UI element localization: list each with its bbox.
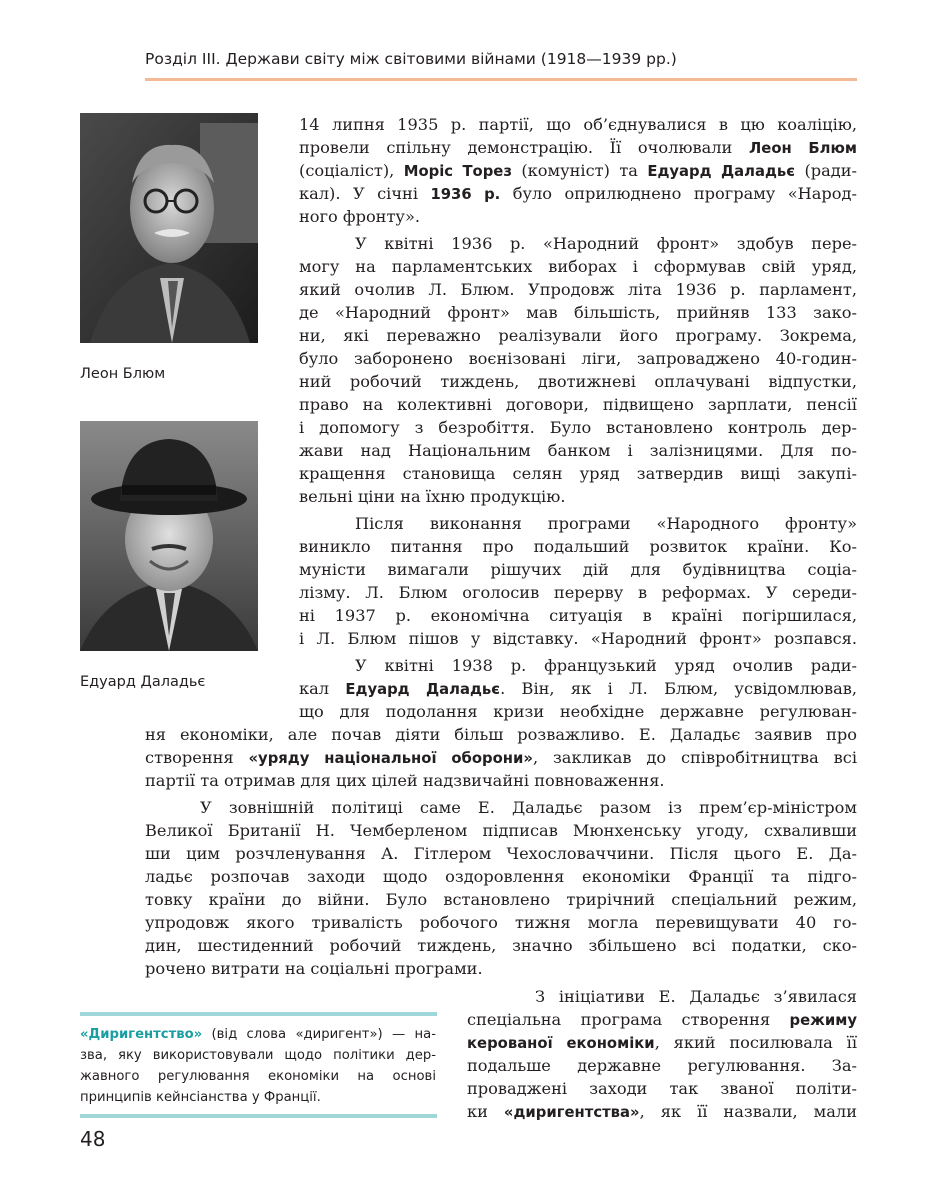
- paragraph-line: і допомогу з безробіття. Було встановлено контроль дер-: [299, 418, 857, 437]
- paragraph-line: спеціальна програма створення режиму: [467, 1010, 857, 1029]
- paragraph-line: що для подолання кризи необхідне державне регулюван-: [299, 702, 857, 721]
- paragraph-line: товку країни до війни. Було встановлено трирічний спеціальний режим,: [145, 890, 857, 909]
- paragraph-line: проваджені заходи так званої політи-: [467, 1079, 857, 1098]
- paragraph-line: партії та отримав для цих цілей надзвичайні повноваження.: [145, 771, 665, 790]
- paragraph-line: який очолив Л. Блюм. Упродовж літа 1936 р. парламент,: [299, 280, 857, 299]
- note-line: жавного регулювання економіки на основі: [80, 1069, 436, 1084]
- paragraph-line: подальше державне регулювання. За-: [467, 1056, 857, 1075]
- page-number: 48: [80, 1127, 106, 1151]
- paragraph-line: кал). У січні 1936 р. було оприлюднено програму «Народ-: [299, 184, 857, 203]
- photo-leon-blum: [80, 113, 258, 343]
- name-leon-blum: Леон Блюм: [749, 140, 857, 157]
- paragraph-line: лізму. Л. Блюм оголосив перерву в реформах. У середи-: [299, 583, 857, 602]
- paragraph-line: ний робочий тиждень, двотижневі оплачувані відпустки,: [299, 372, 857, 391]
- note-line: «Диригентство» (від слова «диригент») — на-: [80, 1027, 436, 1042]
- portrait-image: [80, 113, 258, 343]
- paragraph-line: ни, які переважно реалізували його програму. Зокрема,: [299, 326, 857, 345]
- paragraph-line: 14 липня 1935 р. партії, що об’єднувалися в цю коаліцію,: [299, 115, 857, 134]
- term-dirigisme: «диригентства»: [503, 1104, 640, 1121]
- term-managed-economy: режиму: [789, 1012, 857, 1029]
- paragraph-line: де «Народний фронт» мав більшість, прийняв 133 зако-: [299, 303, 857, 322]
- paragraph-line: ладьє розпочав заходи щодо оздоровлення економіки Франції та підго-: [145, 867, 857, 886]
- note-bottom-rule: [80, 1114, 437, 1118]
- caption-edouard-daladier: Едуард Даладьє: [80, 674, 206, 690]
- paragraph-line: муністи вимагали рішучих дій для будівництва соціа-: [299, 560, 857, 579]
- paragraph-line: ши цим розчленування А. Гітлером Чехословаччини. Після цього Е. Да-: [145, 844, 857, 863]
- date-1936: 1936 р.: [430, 186, 501, 203]
- paragraph-line: дин, шестиденний робочий тиждень, значно збільшено всі податки, ско-: [145, 936, 857, 955]
- paragraph-line: упродовж якого тривалість робочого тижня могла перевищувати 40 го-: [145, 913, 857, 932]
- paragraph-line: У зовнішній політиці саме Е. Даладьє разом із прем’єр-міністром: [200, 798, 857, 817]
- paragraph-line: жави над Національним банком і залізницями. Для по-: [299, 441, 857, 460]
- paragraph-line: ного фронту».: [299, 207, 421, 226]
- term-managed-economy: керованої економіки: [467, 1035, 655, 1052]
- running-header: Розділ ІІІ. Держави світу між світовими війнами (1918—1939 рр.): [145, 50, 677, 68]
- paragraph-line: могу на парламентських виборах і сформував свій уряд,: [299, 257, 857, 276]
- paragraph-line: З ініціативи Е. Даладьє з’явилася: [535, 987, 857, 1006]
- paragraph-line: керованої економіки, який посилювала її: [467, 1033, 857, 1052]
- note-line: принципів кейнсіанства у Франції.: [80, 1090, 321, 1105]
- paragraph-line: У квітні 1938 р. французький уряд очолив ради-: [355, 656, 857, 675]
- paragraph-line: створення «уряду національної оборони», закликав до співробітництва всі: [145, 748, 858, 767]
- paragraph-line: ки «диригентства», як її назвали, мали: [467, 1102, 857, 1121]
- paragraph-line: і Л. Блюм пішов у відставку. «Народний фронт» розпався.: [299, 629, 857, 648]
- note-term: «Диригентство»: [80, 1027, 203, 1042]
- paragraph-line: право на колективні договори, підвищено зарплати, пенсії: [299, 395, 857, 414]
- paragraph-line: виникло питання про подальший розвиток країни. Ко-: [299, 537, 857, 556]
- paragraph-line: ні 1937 р. економічна ситуація в країні погіршилася,: [299, 606, 857, 625]
- paragraph-line: кращення становища селян уряд затвердив вищі закупі-: [299, 464, 857, 483]
- paragraph-line: (соціаліст), Моріс Торез (комуніст) та Едуард Даладьє (ради-: [299, 161, 858, 180]
- photo-edouard-daladier: [80, 421, 258, 651]
- paragraph-line: провели спільну демонстрацію. Її очолювали Леон Блюм: [299, 138, 857, 157]
- term-national-defense-government: «уряду національної оборони»: [248, 750, 533, 767]
- paragraph-line: Після виконання програми «Народного фронту»: [355, 514, 857, 533]
- note-line: зва, яку використовували щодо політики дер-: [80, 1048, 436, 1063]
- paragraph-line: рочено витрати на соціальні програми.: [145, 959, 483, 978]
- name-edouard-daladier: Едуард Даладьє: [647, 163, 796, 180]
- paragraph-line: ня економіки, але почав діяти більш розважливо. Е. Даладьє заявив про: [145, 725, 857, 744]
- paragraph-line: У квітні 1936 р. «Народний фронт» здобув пере-: [355, 234, 857, 253]
- paragraph-line: Великої Британії Н. Чемберленом підписав Мюнхенську угоду, схваливши: [145, 821, 857, 840]
- caption-leon-blum: Леон Блюм: [80, 366, 166, 382]
- note-top-rule: [80, 1012, 437, 1016]
- paragraph-line: було заборонено воєнізовані ліги, запроваджено 40-годин-: [299, 349, 857, 368]
- name-maurice-thorez: Моріс Торез: [403, 163, 512, 180]
- portrait-image: [80, 421, 258, 651]
- header-rule: [145, 78, 857, 81]
- name-edouard-daladier: Едуард Даладьє: [345, 681, 501, 698]
- paragraph-line: вельні ціни на їхню продукцію.: [299, 487, 566, 506]
- paragraph-line: кал Едуард Даладьє. Він, як і Л. Блюм, усвідомлював,: [299, 679, 858, 698]
